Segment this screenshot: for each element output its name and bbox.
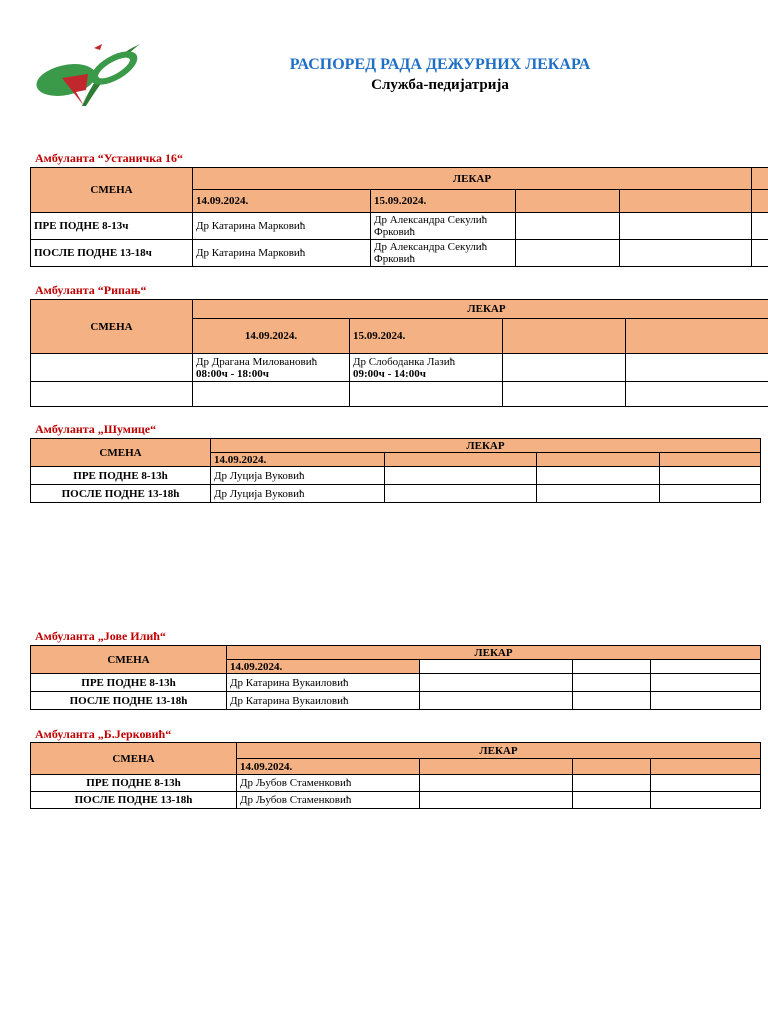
date-header — [503, 319, 626, 354]
shift-label — [31, 382, 193, 407]
doctor-cell: Др Луција Вуковић — [211, 467, 385, 485]
page-title: РАСПОРЕД РАДА ДЕЖУРНИХ ЛЕКАРА — [289, 56, 591, 73]
shift-label: ПРЕ ПОДНЕ 8-13h — [31, 674, 227, 692]
section-title-b-jerkovic: Амбуланта „Б.Јерковић“ — [35, 727, 172, 741]
table-row — [31, 485, 761, 503]
roster-table-sumice — [30, 438, 761, 503]
shift-label: ПРЕ ПОДНЕ 8-13ч — [31, 213, 193, 240]
roster-table-jove-ilic — [30, 645, 761, 710]
logo-icon — [36, 40, 142, 110]
empty-cell — [573, 775, 651, 792]
section-title-sumice: Амбуланта „Шумице“ — [35, 422, 157, 436]
date-header: 14.09.2024. — [227, 660, 420, 674]
doctor-header: ЛЕКАР — [193, 168, 752, 190]
doctor-header: ЛЕКАР — [227, 646, 761, 660]
date-header — [420, 759, 573, 775]
empty-cell — [350, 382, 503, 407]
empty-cell — [503, 382, 626, 407]
section-title-jove-ilic: Амбуланта „Јове Илић“ — [35, 629, 166, 643]
date-header — [537, 453, 660, 467]
date-header: 14.09.2024. — [237, 759, 420, 775]
date-header — [573, 660, 651, 674]
date-header: 15.09.2024. — [350, 319, 503, 354]
date-header — [573, 759, 651, 775]
table-row — [31, 792, 761, 809]
date-header — [516, 190, 620, 213]
doctor-cell: Др Љубов Стаменковић — [237, 792, 420, 809]
empty-cell — [385, 485, 537, 503]
roster-table-b-jerkovic — [30, 742, 761, 809]
empty-cell — [573, 674, 651, 692]
shift-label: ПОСЛЕ ПОДНЕ 13-18ч — [31, 240, 193, 267]
doctor-name: Др Слободанка Лазић — [353, 355, 456, 368]
section-title-ustanicka: Амбуланта “Устаничка 16“ — [35, 151, 183, 165]
doctor-cell: Др Луција Вуковић — [211, 485, 385, 503]
table-row — [31, 674, 761, 692]
date-header — [651, 660, 761, 674]
shift-label: ПОСЛЕ ПОДНЕ 13-18h — [31, 792, 237, 809]
empty-cell — [193, 382, 350, 407]
shift-header: СМЕНА — [31, 646, 227, 674]
date-header: 14.09.2024. — [211, 453, 385, 467]
doctor-cell: Др Катарина Вукаиловић — [227, 692, 420, 710]
empty-cell — [420, 692, 573, 710]
header-cell — [752, 168, 768, 190]
empty-cell — [651, 775, 761, 792]
section-title-ripanj: Амбуланта “Рипањ“ — [35, 283, 147, 297]
doctor-cell: Др Александра Секулић Фрковић — [371, 240, 516, 267]
shift-label: ПОСЛЕ ПОДНЕ 13-18h — [31, 485, 211, 503]
doctor-cell: Др Љубов Стаменковић — [237, 775, 420, 792]
shift-header: СМЕНА — [31, 439, 211, 467]
empty-cell — [420, 775, 573, 792]
date-header: 14.09.2024. — [193, 190, 371, 213]
shift-header: СМЕНА — [31, 168, 193, 213]
shift-label: ПОСЛЕ ПОДНЕ 13-18h — [31, 692, 227, 710]
empty-cell — [620, 213, 752, 240]
date-header — [420, 660, 573, 674]
shift-label — [31, 354, 193, 382]
doctor-header: ЛЕКАР — [193, 300, 768, 319]
empty-cell — [573, 692, 651, 710]
doctor-header: ЛЕКАР — [237, 743, 761, 759]
shift-time: 09:00ч - 14:00ч — [353, 367, 426, 380]
date-header — [620, 190, 752, 213]
empty-cell — [516, 240, 620, 267]
empty-cell — [651, 692, 761, 710]
date-header — [660, 453, 761, 467]
doctor-cell: Др Александра Секулић Фрковић — [371, 213, 516, 240]
table-row — [31, 213, 768, 240]
empty-cell — [420, 792, 573, 809]
shift-label: ПРЕ ПОДНЕ 8-13h — [31, 467, 211, 485]
roster-table-ustanicka — [30, 167, 768, 267]
table-row — [31, 692, 761, 710]
doctor-name: Др Драгана Миловановић — [196, 355, 318, 368]
empty-cell — [660, 467, 761, 485]
empty-cell — [537, 467, 660, 485]
empty-cell — [626, 382, 768, 407]
empty-cell — [752, 213, 768, 240]
doctor-cell: Др Катарина Вукаиловић — [227, 674, 420, 692]
doctor-cell: Др Катарина Марковић — [193, 213, 371, 240]
date-header — [385, 453, 537, 467]
empty-cell — [620, 240, 752, 267]
doctor-cell — [350, 354, 503, 382]
page-subtitle: Служба-педијатрија — [371, 77, 509, 93]
empty-cell — [660, 485, 761, 503]
date-header — [626, 319, 768, 354]
roster-table-ripanj — [30, 299, 768, 407]
date-header — [651, 759, 761, 775]
table-row — [31, 382, 768, 407]
shift-time: 08:00ч - 18:00ч — [196, 367, 269, 380]
doctor-header: ЛЕКАР — [211, 439, 761, 453]
shift-label: ПРЕ ПОДНЕ 8-13h — [31, 775, 237, 792]
empty-cell — [626, 354, 768, 382]
empty-cell — [516, 213, 620, 240]
doctor-cell: Др Катарина Марковић — [193, 240, 371, 267]
empty-cell — [752, 240, 768, 267]
empty-cell — [385, 467, 537, 485]
table-row — [31, 467, 761, 485]
date-header: 14.09.2024. — [193, 319, 350, 354]
empty-cell — [651, 674, 761, 692]
empty-cell — [420, 674, 573, 692]
doctor-cell — [193, 354, 350, 382]
empty-cell — [537, 485, 660, 503]
shift-header: СМЕНА — [31, 743, 237, 775]
table-row — [31, 354, 768, 382]
table-row — [31, 775, 761, 792]
date-header: 15.09.2024. — [371, 190, 516, 213]
empty-cell — [573, 792, 651, 809]
date-header — [752, 190, 768, 213]
table-row — [31, 240, 768, 267]
shift-header: СМЕНА — [31, 300, 193, 354]
empty-cell — [503, 354, 626, 382]
empty-cell — [651, 792, 761, 809]
